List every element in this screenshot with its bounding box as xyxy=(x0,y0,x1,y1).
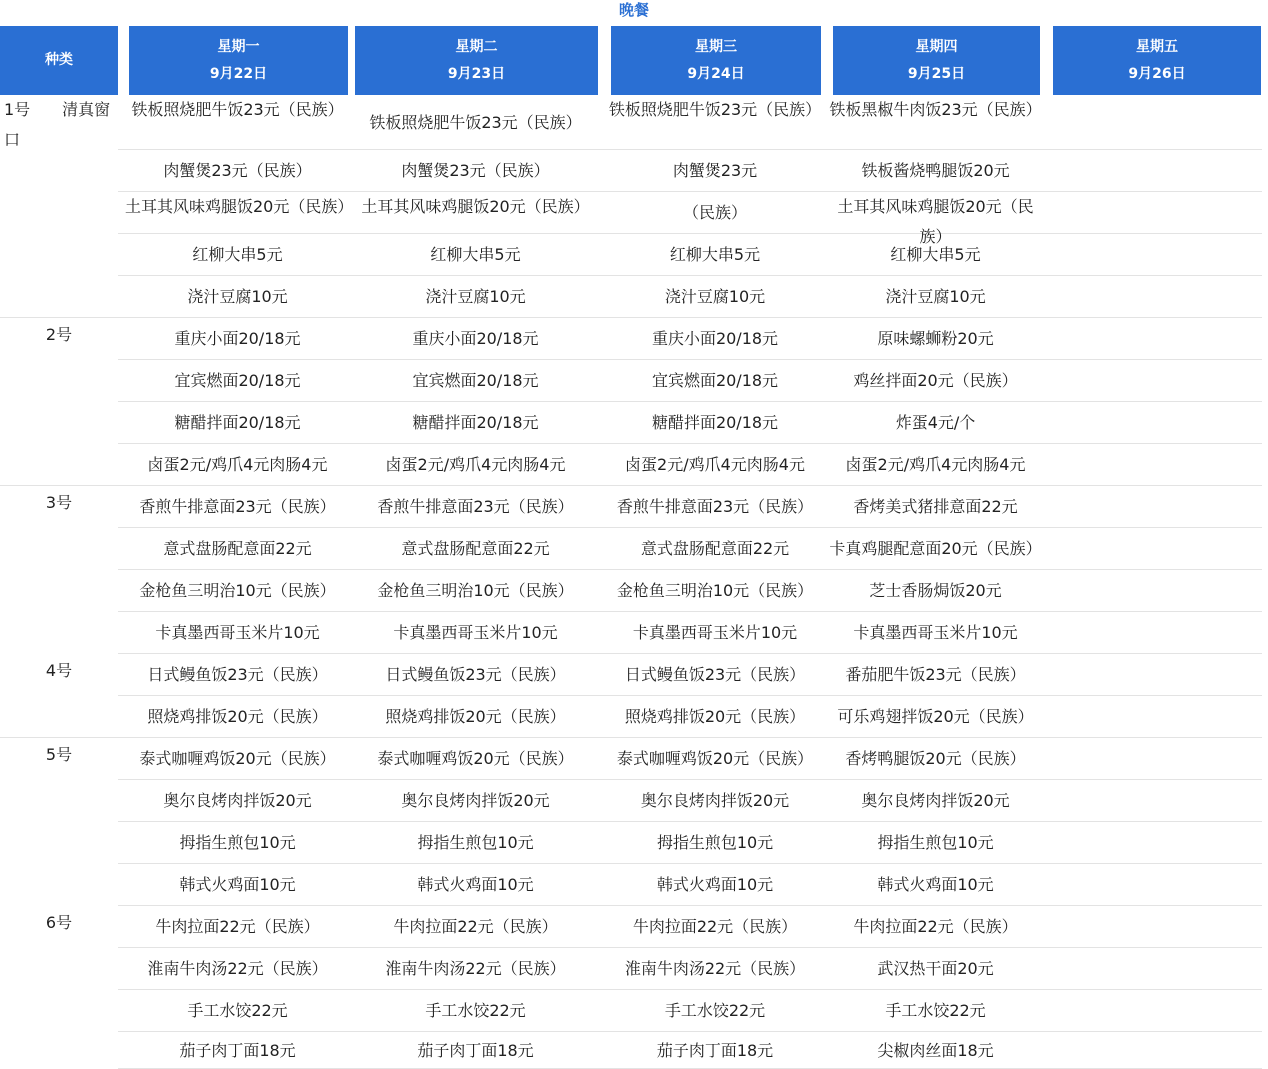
menu-cell xyxy=(825,276,1046,318)
menu-cell xyxy=(347,654,604,696)
kind-label-1: 1号 清真窗口 xyxy=(4,100,111,149)
menu-cell xyxy=(825,822,1046,864)
menu-cell xyxy=(825,570,1046,612)
menu-cell xyxy=(347,696,604,738)
menu-cell xyxy=(825,738,1046,780)
menu-cell xyxy=(121,822,354,864)
menu-cell xyxy=(121,234,354,276)
menu-item-text: 重庆小面20/18元 xyxy=(174,329,301,348)
menu-cell xyxy=(603,738,827,780)
header-day-4 xyxy=(833,26,1040,95)
menu-item-text: 香烤鸭腿饭20元（民族） xyxy=(845,749,1026,768)
menu-item-text: 香煎牛排意面23元（民族） xyxy=(139,497,336,516)
menu-item-text: 照烧鸡排饭20元（民族） xyxy=(624,707,806,726)
menu-cell xyxy=(603,360,827,402)
menu-cell xyxy=(603,318,827,360)
menu-cell xyxy=(603,528,827,570)
menu-item-text: 宜宾燃面20/18元 xyxy=(174,371,301,390)
menu-item-text: 牛肉拉面22元（民族） xyxy=(632,917,798,936)
menu-cell xyxy=(121,95,354,150)
menu-item-text: 香煎牛排意面23元（民族） xyxy=(377,497,574,516)
menu-item-text: 卤蛋2元/鸡爪4元肉肠4元 xyxy=(147,455,328,474)
menu-item-text: 韩式火鸡面10元 xyxy=(179,875,296,894)
menu-cell xyxy=(603,402,827,444)
menu-item-text: 土耳其风味鸡腿饭20元（民族） xyxy=(837,197,1034,246)
menu-item-text: 尖椒肉丝面18元 xyxy=(877,1040,994,1060)
menu-cell xyxy=(121,402,354,444)
menu-cell xyxy=(825,150,1046,192)
menu-item-text: 芝士香肠焗饭20元 xyxy=(869,581,1002,600)
header-day-1 xyxy=(129,26,348,95)
menu-item-text: 浇汁豆腐10元 xyxy=(885,287,986,306)
menu-cell xyxy=(825,906,1046,948)
kind-label-3: 3号 xyxy=(45,493,73,512)
menu-cell xyxy=(603,990,827,1032)
menu-cell xyxy=(825,864,1046,906)
day-name: 星期四 xyxy=(915,38,958,55)
menu-cell xyxy=(825,192,1046,246)
menu-item-text: 宜宾燃面20/18元 xyxy=(412,371,539,390)
menu-cell xyxy=(121,444,354,486)
menu-cell xyxy=(825,444,1046,486)
menu-cell xyxy=(825,654,1046,696)
menu-cell xyxy=(825,780,1046,822)
menu-cell xyxy=(603,780,827,822)
menu-cell xyxy=(603,948,827,990)
menu-item-text: 重庆小面20/18元 xyxy=(651,329,779,348)
header-day-3 xyxy=(611,26,821,95)
menu-item-text: 糖醋拌面20/18元 xyxy=(174,413,301,432)
menu-item-text: 牛肉拉面22元（民族） xyxy=(853,917,1018,936)
menu-cell xyxy=(121,948,354,990)
group-divider xyxy=(0,737,118,738)
menu-cell xyxy=(603,654,827,696)
menu-cell xyxy=(347,150,604,192)
menu-item-text: 卡真墨西哥玉米片10元 xyxy=(632,623,798,642)
header-day-2 xyxy=(355,26,598,95)
menu-item-text: 卤蛋2元/鸡爪4元肉肠4元 xyxy=(385,455,566,474)
menu-cell xyxy=(603,612,827,654)
menu-cell xyxy=(347,192,604,234)
menu-item-text: 糖醋拌面20/18元 xyxy=(412,413,539,432)
menu-cell xyxy=(121,528,354,570)
menu-cell xyxy=(347,822,604,864)
menu-item-text: 茄子肉丁面18元 xyxy=(179,1040,296,1060)
menu-item-text: 奥尔良烤肉拌饭20元 xyxy=(861,791,1010,810)
menu-cell xyxy=(347,612,604,654)
menu-item-text: 泰式咖喱鸡饭20元（民族） xyxy=(377,749,574,768)
menu-cell xyxy=(121,864,354,906)
menu-item-text: 日式鳗鱼饭23元（民族） xyxy=(147,665,328,684)
menu-cell xyxy=(347,318,604,360)
menu-item-text: 淮南牛肉汤22元（民族） xyxy=(624,959,806,978)
day-name: 星期一 xyxy=(217,38,260,55)
menu-cell xyxy=(603,444,827,486)
menu-item-text: 拇指生煎包10元 xyxy=(417,833,534,852)
menu-item-text: 拇指生煎包10元 xyxy=(656,833,774,852)
menu-cell xyxy=(603,696,827,738)
menu-cell xyxy=(121,192,354,234)
menu-item-text: 手工水饺22元 xyxy=(885,1001,986,1020)
menu-item-text: 韩式火鸡面10元 xyxy=(656,875,774,894)
menu-cell xyxy=(825,528,1046,570)
menu-item-text: 茄子肉丁面18元 xyxy=(656,1040,774,1060)
menu-cell xyxy=(121,906,354,948)
menu-cell xyxy=(347,402,604,444)
menu-item-text: （民族） xyxy=(682,203,747,222)
menu-item-text: 宜宾燃面20/18元 xyxy=(651,371,779,390)
menu-item-text: 照烧鸡排饭20元（民族） xyxy=(385,707,566,726)
menu-cell xyxy=(347,486,604,528)
menu-item-text: 泰式咖喱鸡饭20元（民族） xyxy=(616,749,814,768)
group-divider xyxy=(0,317,118,318)
menu-item-text: 韩式火鸡面10元 xyxy=(417,875,534,894)
menu-cell xyxy=(121,780,354,822)
menu-item-text: 红柳大串5元 xyxy=(192,245,283,264)
menu-cell xyxy=(121,1032,354,1069)
menu-item-text: 红柳大串5元 xyxy=(430,245,521,264)
menu-cell xyxy=(121,738,354,780)
menu-cell xyxy=(121,276,354,318)
day-name: 星期三 xyxy=(695,38,737,55)
group-divider xyxy=(0,485,118,486)
menu-item-text: 原味螺蛳粉20元 xyxy=(877,329,994,348)
menu-item-text: 日式鳗鱼饭23元（民族） xyxy=(624,665,806,684)
menu-cell xyxy=(603,864,827,906)
menu-item-text: 金枪鱼三明治10元（民族） xyxy=(616,581,814,600)
menu-cell xyxy=(347,528,604,570)
menu-item-text: 手工水饺22元 xyxy=(425,1001,526,1020)
menu-cell xyxy=(347,948,604,990)
menu-item-text: 浇汁豆腐10元 xyxy=(664,287,766,306)
menu-item-text: 牛肉拉面22元（民族） xyxy=(393,917,558,936)
menu-cell xyxy=(121,612,354,654)
menu-cell xyxy=(603,234,827,276)
menu-cell xyxy=(347,738,604,780)
menu-item-text: 牛肉拉面22元（民族） xyxy=(155,917,320,936)
menu-cell xyxy=(825,612,1046,654)
menu-item-text: 糖醋拌面20/18元 xyxy=(651,413,779,432)
menu-item-text: 武汉热干面20元 xyxy=(877,959,994,978)
page-title: 晚餐 xyxy=(618,1,649,19)
menu-cell xyxy=(825,95,1046,150)
menu-cell xyxy=(121,360,354,402)
menu-item-text: 铁板照烧肥牛饭23元（民族） xyxy=(369,112,582,132)
menu-cell xyxy=(825,360,1046,402)
day-date: 9月26日 xyxy=(1128,65,1186,82)
menu-item-text: 炸蛋4元/个 xyxy=(895,413,976,432)
header-kind xyxy=(0,26,118,95)
menu-item-text: 金枪鱼三明治10元（民族） xyxy=(377,581,574,600)
menu-cell xyxy=(347,95,604,150)
menu-cell xyxy=(121,654,354,696)
menu-item-text: 奥尔良烤肉拌饭20元 xyxy=(640,791,790,810)
menu-cell xyxy=(603,150,827,192)
menu-item-text: 可乐鸡翅拌饭20元（民族） xyxy=(837,707,1034,726)
kind-label-4: 4号 xyxy=(45,661,73,680)
menu-cell xyxy=(121,696,354,738)
menu-cell xyxy=(347,1032,604,1069)
day-date: 9月24日 xyxy=(687,65,745,82)
menu-cell xyxy=(825,234,1046,276)
menu-item-text: 淮南牛肉汤22元（民族） xyxy=(147,959,328,978)
menu-item-text: 意式盘肠配意面22元 xyxy=(401,539,550,558)
day-date: 9月25日 xyxy=(907,65,966,82)
menu-item-text: 肉蟹煲23元 xyxy=(672,161,758,180)
menu-item-text: 浇汁豆腐10元 xyxy=(425,287,526,306)
menu-cell xyxy=(825,990,1046,1032)
menu-cell xyxy=(347,444,604,486)
menu-cell xyxy=(347,276,604,318)
header-kind-label: 种类 xyxy=(45,52,73,68)
menu-item-text: 铁板照烧肥牛饭23元（民族） xyxy=(608,100,822,119)
menu-item-text: 卡真墨西哥玉米片10元 xyxy=(393,623,558,642)
menu-item-text: 金枪鱼三明治10元（民族） xyxy=(139,581,336,600)
menu-cell xyxy=(603,822,827,864)
menu-item-text: 拇指生煎包10元 xyxy=(179,833,296,852)
menu-cell xyxy=(347,864,604,906)
menu-cell xyxy=(121,150,354,192)
menu-cell xyxy=(121,486,354,528)
menu-item-text: 奥尔良烤肉拌饭20元 xyxy=(401,791,550,810)
menu-item-text: 番茄肥牛饭23元（民族） xyxy=(845,665,1026,684)
menu-item-text: 卡真鸡腿配意面20元（民族） xyxy=(829,539,1042,558)
menu-item-text: 拇指生煎包10元 xyxy=(877,833,994,852)
menu-cell xyxy=(347,234,604,276)
menu-item-text: 红柳大串5元 xyxy=(890,245,981,264)
menu-item-text: 卤蛋2元/鸡爪4元肉肠4元 xyxy=(625,455,805,474)
menu-item-text: 香煎牛排意面23元（民族） xyxy=(616,497,814,516)
menu-item-text: 意式盘肠配意面22元 xyxy=(640,539,790,558)
menu-item-text: 鸡丝拌面20元（民族） xyxy=(853,371,1018,390)
menu-cell xyxy=(603,95,827,150)
menu-cell xyxy=(347,990,604,1032)
menu-item-text: 浇汁豆腐10元 xyxy=(187,287,288,306)
menu-item-text: 奥尔良烤肉拌饭20元 xyxy=(163,791,312,810)
menu-cell xyxy=(121,570,354,612)
menu-cell xyxy=(825,402,1046,444)
menu-item-text: 手工水饺22元 xyxy=(664,1001,766,1020)
menu-cell xyxy=(603,570,827,612)
menu-cell xyxy=(825,318,1046,360)
menu-item-text: 土耳其风味鸡腿饭20元（民族） xyxy=(125,197,354,216)
menu-cell xyxy=(347,570,604,612)
menu-item-text: 香烤美式猪排意面22元 xyxy=(853,497,1018,516)
kind-label-2: 2号 xyxy=(45,325,73,344)
menu-item-text: 淮南牛肉汤22元（民族） xyxy=(385,959,566,978)
menu-item-text: 肉蟹煲23元（民族） xyxy=(163,161,312,180)
menu-item-text: 意式盘肠配意面22元 xyxy=(163,539,312,558)
menu-item-text: 肉蟹煲23元（民族） xyxy=(401,161,550,180)
kind-label-6: 6号 xyxy=(45,913,73,932)
menu-cell xyxy=(603,192,827,234)
menu-cell xyxy=(825,1032,1046,1069)
kind-label-5: 5号 xyxy=(45,745,73,764)
menu-item-text: 韩式火鸡面10元 xyxy=(877,875,994,894)
menu-cell xyxy=(825,948,1046,990)
menu-item-text: 卡真墨西哥玉米片10元 xyxy=(155,623,320,642)
menu-cell xyxy=(603,276,827,318)
menu-cell xyxy=(347,906,604,948)
menu-cell xyxy=(121,990,354,1032)
menu-cell xyxy=(603,906,827,948)
day-name: 星期二 xyxy=(455,38,498,55)
menu-item-text: 手工水饺22元 xyxy=(187,1001,288,1020)
menu-item-text: 土耳其风味鸡腿饭20元（民族） xyxy=(361,197,590,216)
menu-item-text: 照烧鸡排饭20元（民族） xyxy=(147,707,328,726)
menu-cell xyxy=(825,696,1046,738)
menu-item-text: 泰式咖喱鸡饭20元（民族） xyxy=(139,749,336,768)
menu-item-text: 红柳大串5元 xyxy=(669,245,761,264)
menu-cell xyxy=(825,486,1046,528)
menu-cell xyxy=(347,360,604,402)
day-date: 9月23日 xyxy=(447,65,506,82)
menu-item-text: 卡真墨西哥玉米片10元 xyxy=(853,623,1018,642)
menu-item-text: 铁板酱烧鸭腿饭20元 xyxy=(861,161,1010,180)
menu-cell xyxy=(347,780,604,822)
menu-cell xyxy=(603,1032,827,1069)
menu-cell xyxy=(603,486,827,528)
header-day-5 xyxy=(1053,26,1261,95)
menu-item-text: 日式鳗鱼饭23元（民族） xyxy=(385,665,566,684)
menu-item-text: 茄子肉丁面18元 xyxy=(417,1040,534,1060)
menu-item-text: 铁板黑椒牛肉饭23元（民族） xyxy=(829,100,1042,119)
day-date: 9月22日 xyxy=(209,65,268,82)
menu-cell xyxy=(121,318,354,360)
day-name: 星期五 xyxy=(1136,38,1178,55)
menu-item-text: 铁板照烧肥牛饭23元（民族） xyxy=(131,100,344,119)
menu-item-text: 卤蛋2元/鸡爪4元肉肠4元 xyxy=(845,455,1026,474)
menu-item-text: 重庆小面20/18元 xyxy=(412,329,539,348)
